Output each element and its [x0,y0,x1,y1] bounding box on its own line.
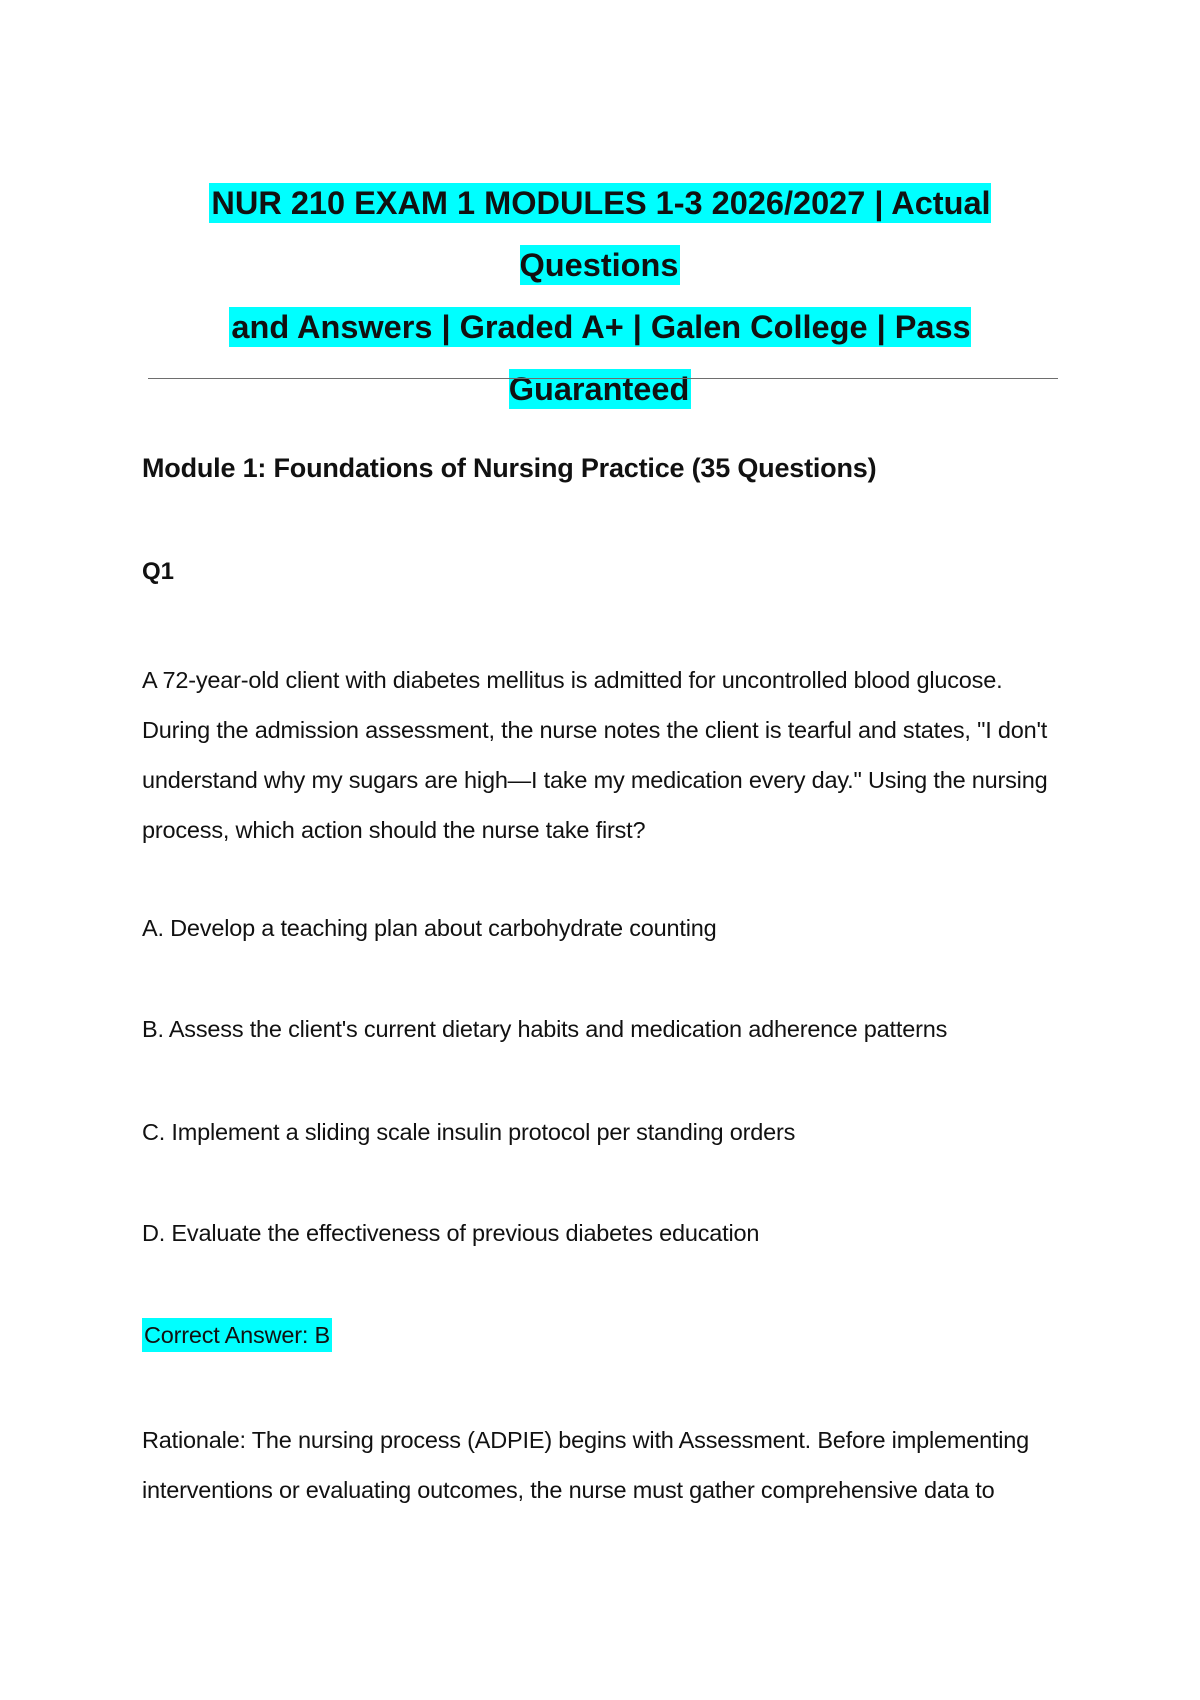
module-heading: Module 1: Foundations of Nursing Practice (35 Questions) [142,453,877,483]
option-a: A. Develop a teaching plan about carbohydrate counting [142,915,717,941]
title-line-2: and Answers | Graded A+ | Galen College | Pass Guaranteed [231,309,971,407]
document-title [140,172,1060,420]
horizontal-divider [148,378,1058,379]
rationale: Rationale: The nursing process (ADPIE) begins with Assessment. Before implementing interventions or evaluating outcomes, the nurse must gather comprehensive data to [142,1427,1030,1503]
question-label: Q1 [142,558,175,585]
option-b: B. Assess the client's current dietary habits and medication adherence patterns [142,1016,948,1042]
correct-answer: Correct Answer: B [142,1318,332,1352]
option-c: C. Implement a sliding scale insulin protocol per standing orders [142,1119,796,1145]
question-stem: A 72-year-old client with diabetes mellitus is admitted for uncontrolled blood glucose. During the admission assessment, the nurse notes the client is tearful and states, "I don't understand why my sugars are high—I take my medication every day." Using the nursing process, which action should the nurse take first? [142,667,1048,843]
option-d: D. Evaluate the effectiveness of previous diabetes education [142,1220,760,1246]
title-line-1: NUR 210 EXAM 1 MODULES 1-3 2026/2027 | Actual Questions [211,185,991,283]
